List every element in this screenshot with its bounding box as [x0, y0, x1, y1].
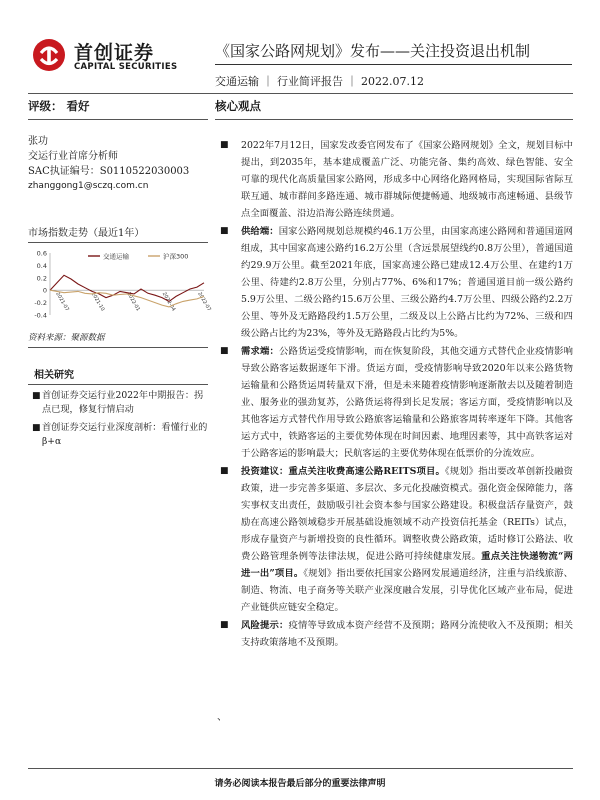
paragraph-text: 疫情等导致成本资产经营不及预期；路网分流使收入不及预期；相关支持政策落地不及预期。 [241, 620, 573, 648]
y-tick-label: -0.4 [34, 311, 47, 320]
analyst-email[interactable]: zhanggong1@sczq.com.cn [28, 181, 149, 191]
chart-title-divider [28, 242, 208, 243]
analyst-role: 交运行业首席分析师 [28, 151, 118, 162]
footer-divider [28, 768, 573, 769]
report-meta: 交通运输 ｜ 行业简评报告 ｜ 2022.07.12 [215, 75, 424, 88]
paragraph-text: 公路货运受疫情影响，而在恢复阶段，其他交通方式替代企业疫情影响导致公路客运数据逐年下滑。货运方面，受疫情影响导致2020年以来公路货物运输量和公路货运周转量双下滑，但是未来随着疫情影响逐渐散去以及随着制造业、服务业的强劲复苏，公路货运将得到长足发展；客运方面，受疫情影响以及其他客运方式替代作用导致公路旅客运输量和公路旅客周转率逐年下降。其他客运方式中，铁路客运的主要优势体现在时间因素、地理因素等，其中高铁客运对于公路客运的影响最大；民航客运的主要优势体现在低票价的分流效应。 [241, 346, 573, 459]
sidebar [28, 97, 212, 449]
market-index-chart [28, 224, 212, 348]
y-tick-label: 0.4 [36, 261, 47, 270]
analyst-license: SAC执证编号：S0110522030003 [28, 166, 190, 177]
related-item-text: 首创证券交运行业2022年中期报告：拐点已现，修复行情启动 [42, 390, 204, 415]
x-tick-label: 2022-01 [125, 291, 141, 313]
logo-name-cn: 首创证券 [74, 42, 155, 64]
paragraph-lead: 风险提示： [241, 620, 289, 631]
bullet-icon: ■ [220, 620, 229, 630]
paragraph-lead-2: 重点关注快递物流“两进一出”项目。 [241, 551, 573, 579]
index-line-chart [28, 247, 212, 329]
logo-name-en: CAPITAL SECURITIES [74, 62, 178, 72]
rating: 评级： 看好 [28, 99, 90, 113]
related-divider [28, 384, 208, 385]
footer-disclaimer: 请务必阅读本报告最后部分的重要法律声明 [214, 779, 386, 789]
series-line-1 [50, 275, 204, 301]
core-title: 核心观点 [215, 99, 261, 113]
chart-title: 市场指数走势（最近1年） [28, 228, 145, 239]
rating-divider [28, 119, 208, 120]
paragraph-supply [215, 223, 573, 342]
header-divider [28, 93, 573, 94]
paragraph-lead: 需求端： [241, 346, 279, 357]
bullet-icon: ■ [220, 226, 229, 236]
y-tick-label: 0.6 [36, 249, 47, 258]
x-tick-label: 2022-07 [196, 291, 212, 313]
x-tick-label: 2022-04 [160, 291, 177, 313]
y-tick-label: 0 [42, 286, 47, 295]
related-research [28, 366, 208, 449]
related-item[interactable] [28, 421, 208, 449]
x-tick-label: 2021-07 [54, 291, 70, 313]
related-item-text: 首创证券交运行业深度剖析：看懂行业的β+α [42, 422, 208, 447]
chart-divider [28, 347, 208, 348]
logo-mark-icon [32, 38, 66, 72]
analyst-info [28, 134, 208, 194]
paragraph-demand [215, 343, 573, 462]
bullet-icon: ■ [220, 346, 229, 356]
core-views [215, 97, 573, 651]
x-tick-label: 2021-10 [89, 291, 106, 313]
paragraph-investment [215, 463, 573, 616]
paragraph-text: 2022年7月12日，国家发改委官网发布了《国家公路网规划》全文，规划目标中提出，到2035年，基本建成覆盖广泛、功能完备、集约高效、绿色智能、安全可靠的现代化高质量国家公路网，形成多中心网络化路网格局，实现国际省际互联互通、城市群间多路连通、城市群城际便捷畅通、地级城市高速畅通、县级节点全面覆盖、沿边沿海公路连续贯通。 [241, 140, 573, 219]
title-divider [215, 64, 572, 65]
chart-source: 资料来源：聚源数据 [28, 333, 105, 343]
paragraph-lead: 投资建议：重点关注收费高速公路REITS项目。 [241, 466, 445, 477]
paragraph-risk [215, 617, 573, 651]
core-divider [215, 119, 573, 120]
y-tick-label: -0.2 [34, 299, 47, 308]
paragraph-text-2: 《规划》指出要依托国家公路网发展通道经济，注重与沿线旅游、制造、物流、电子商务等关联产业深度融合发展，引导优化区域产业布局，促进产业链供应链安全稳定。 [241, 568, 573, 613]
bullet-icon: ■ [32, 391, 41, 401]
legend-label: 交通运输 [103, 252, 129, 261]
legend-label: 沪深300 [163, 252, 189, 261]
paragraph-text: 《规划》指出要改革创新投融资政策，进一步完善多渠道、多层次、多元化投融资模式。强化资金保障能力，落实事权支出责任，鼓励吸引社会资本参与国家公路建设。积极盘活存量资产，鼓励在高速公路领域稳步开展基础设施领域不动产投资信托基金（REITs）试点，形成存量资产与新增投资的良性循环。调整收费公路政策，适时修订公路法、收费公路管理条例等法律法规，促进公路可持续健康发展。 [241, 466, 574, 562]
stray-mark: 、 [217, 712, 227, 723]
related-title: 相关研究 [34, 370, 74, 381]
paragraph-overview [215, 137, 573, 222]
bullet-icon: ■ [220, 466, 229, 476]
paragraph-lead: 供给端： [241, 226, 279, 237]
analyst-name: 张功 [28, 136, 48, 147]
company-logo [32, 36, 207, 76]
related-item[interactable] [28, 389, 208, 417]
bullet-icon: ■ [32, 423, 41, 433]
report-title: 《国家公路网规划》发布——关注投资退出机制 [215, 42, 531, 60]
bullet-icon: ■ [220, 140, 229, 150]
y-tick-label: 0.2 [36, 274, 47, 283]
paragraph-text: 国家公路网规划总规模约46.1万公里，由国家高速公路网和普通国道网组成，其中国家高速公路约16.2万公里（含远景展望线约0.8万公里），普通国道约29.9万公里。截至2021年底，国家高速公路已建成12.4万公里、在建约1万公里、待建约2.8万公里，分别占77%、6%和17%；普通国道目前一级公路约5.9万公里、二级公路约15.6万公里、三级公路约4.7万公里、四级公路约2.2万公里、等外及无路路段约1.5万公里，二级及以上公路占比约为72%、三级和四级公路占比约为23%，等外及无路路段占比约为5%。 [241, 226, 573, 339]
